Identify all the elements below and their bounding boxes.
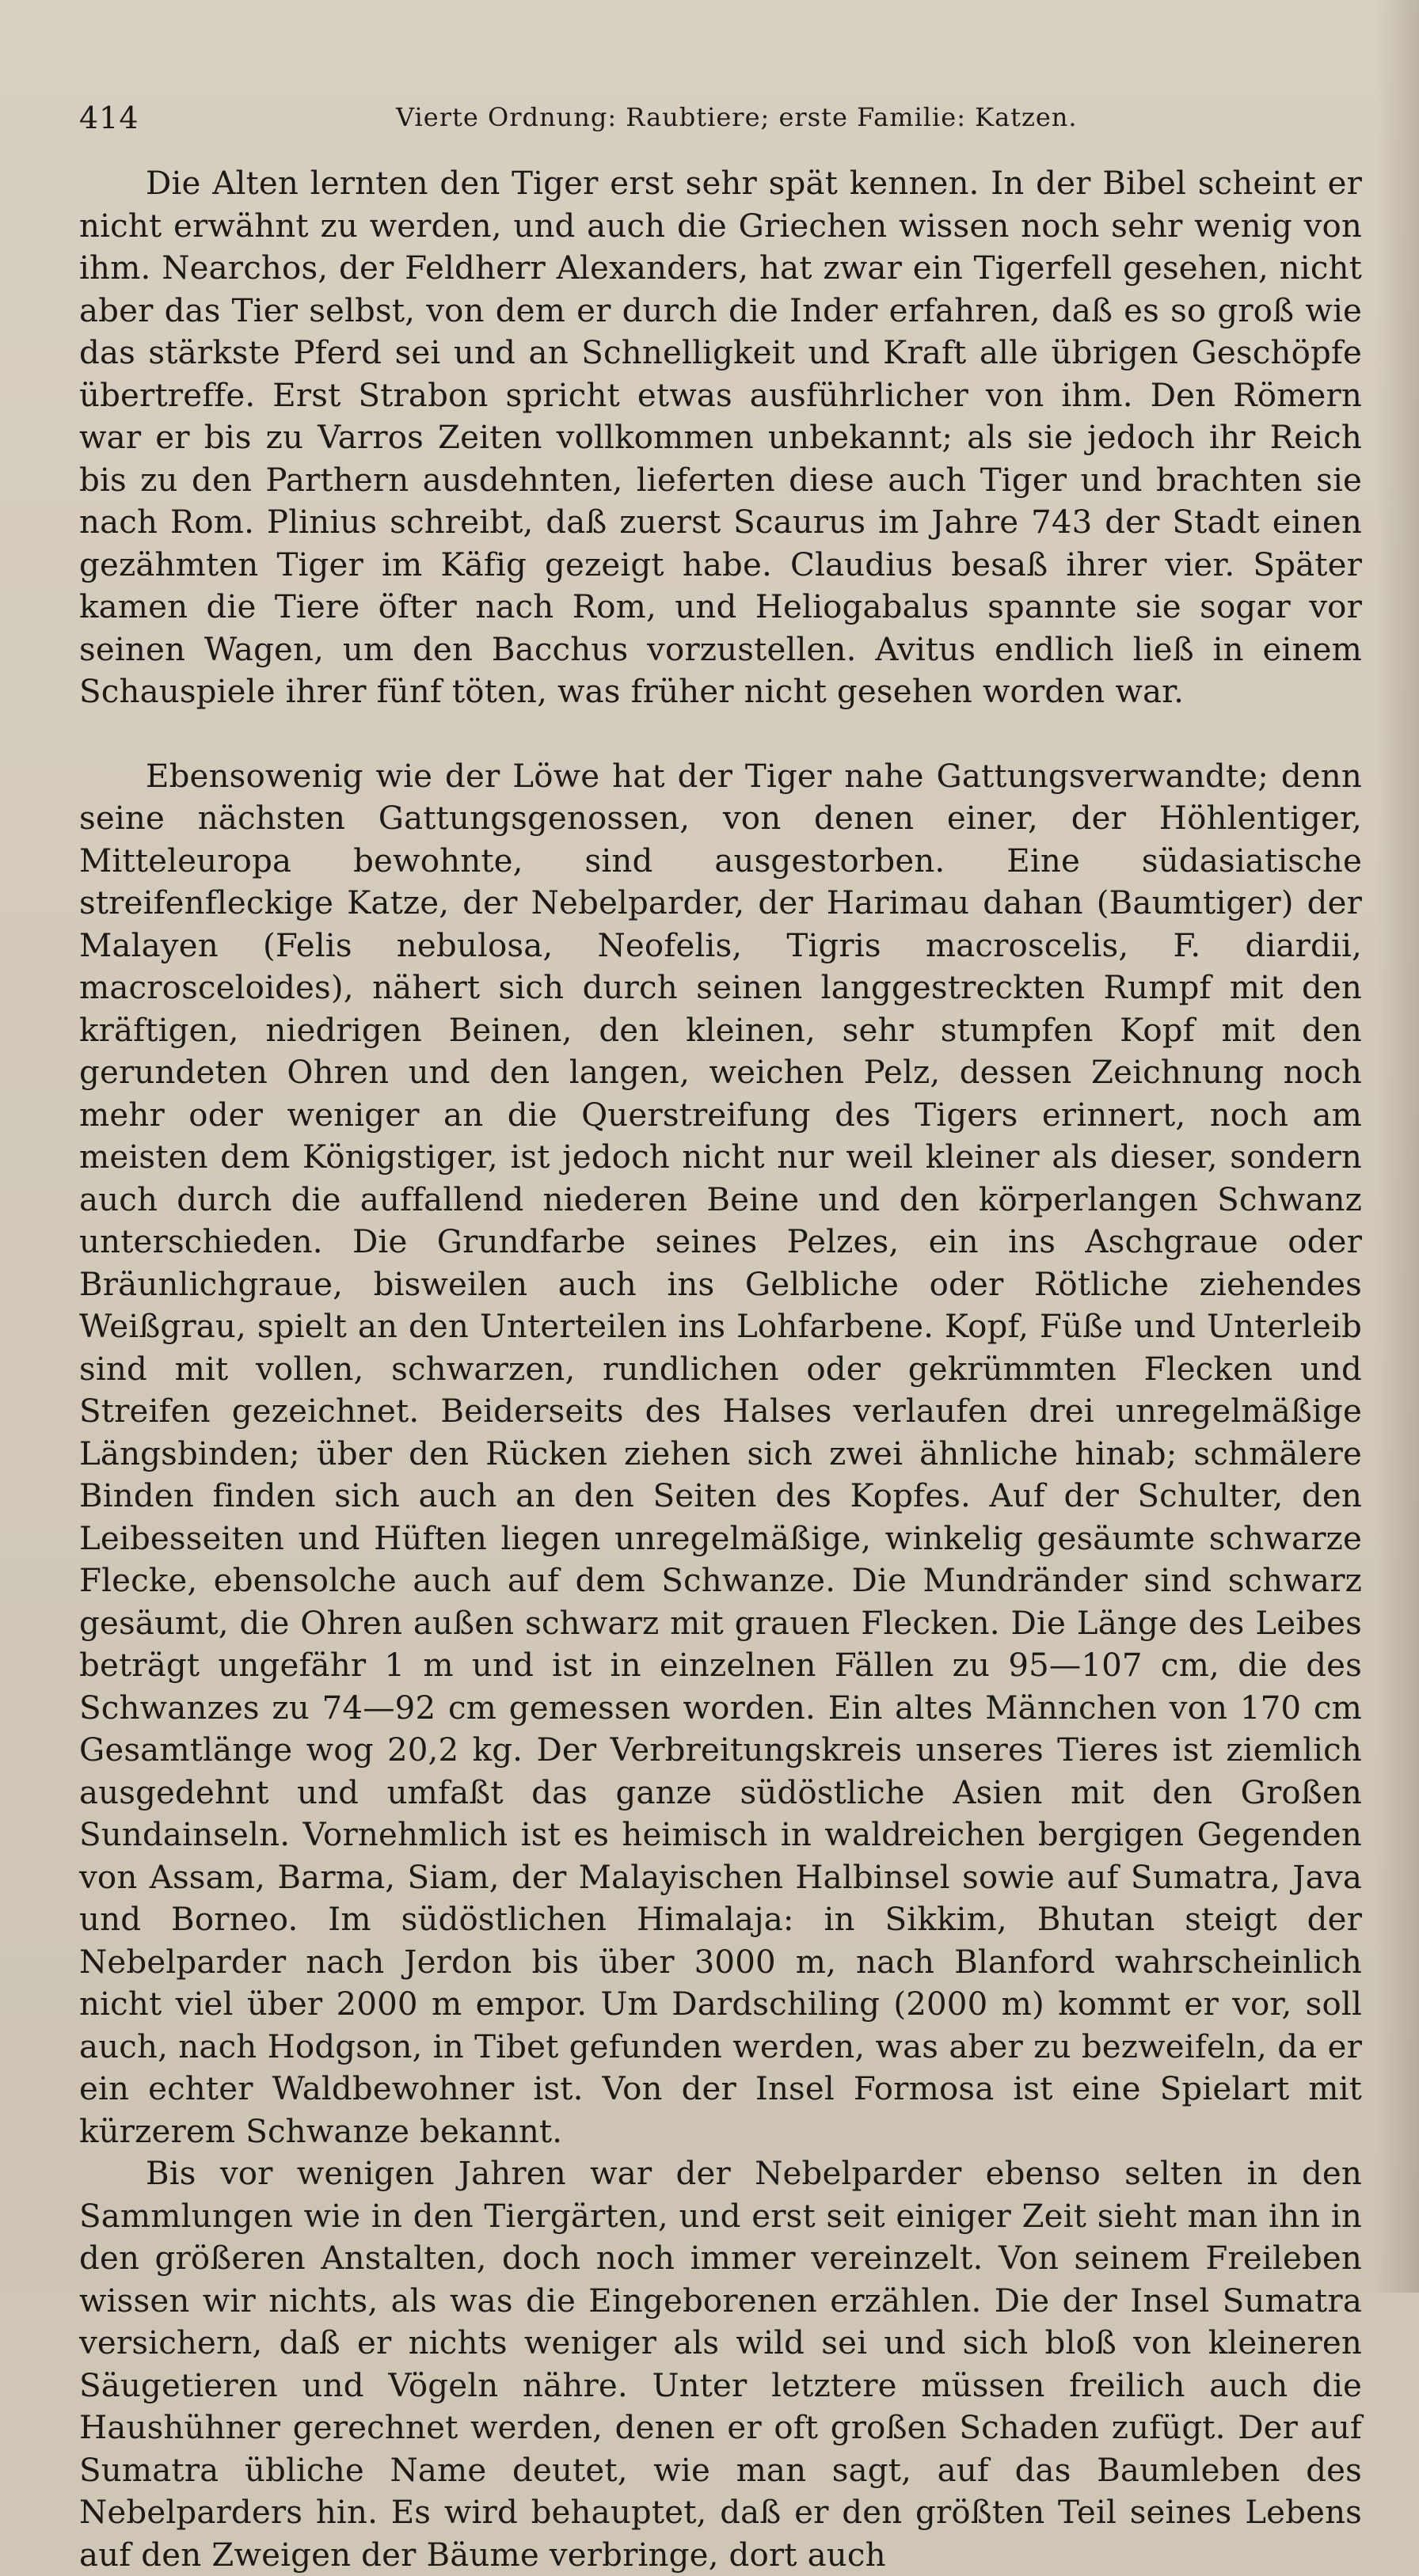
- running-head: Vierte Ordnung: Raubtiere; erste Familie: Katzen.: [396, 102, 1078, 132]
- paragraph-gap: [79, 713, 1362, 755]
- body-text: [79, 162, 1362, 2574]
- paragraph-clouded-leopard-habits: Bis vor wenigen Jahren war der Nebelparder ebenso selten in den Sammlungen wie in den Tiergärten, und erst seit einiger Zeit sieht man ihn in den größeren Anstalten, doch noch immer vereinzelt. Von seinem Freileben wissen wir nichts, als was die Eingeborenen erzählen. Die der Insel Sumatra versichern, daß er nichts weniger als wild sei und sich bloß von kleineren Säugetieren und Vögeln nähre. Unter letztere müssen freilich auch die Haushühner gerechnet werden, denen er oft großen Schaden zufügt. Der auf Sumatra übliche Name deutet, wie man sagt, auf das Baumleben des Nebelparders hin. Es wird behauptet, daß er den größten Teil seines Lebens auf den Zweigen der Bäume verbringe, dort auch: [79, 2155, 1362, 2574]
- page-header: [79, 90, 1362, 138]
- paragraph-ancient-knowledge: Die Alten lernten den Tiger erst sehr spät kennen. In der Bibel scheint er nicht erwähnt zu werden, und auch die Griechen wissen noch sehr wenig von ihm. Nearchos, der Feldherr Alexanders, hat zwar ein Tigerfell gesehen, nicht aber das Tier selbst, von dem er durch die Inder erfahren, daß es so groß wie das stärkste Pferd sei und an Schnelligkeit und Kraft alle übrigen Geschöpfe übertreffe. Erst Strabon spricht etwas ausführlicher von ihm. Den Römern war er bis zu Varros Zeiten vollkommen unbekannt; als sie jedoch ihr Reich bis zu den Parthern ausdehnten, lieferten diese auch Tiger und brachten sie nach Rom. Plinius schreibt, daß zuerst Scaurus im Jahre 743 der Stadt einen gezähmten Tiger im Käfig gezeigt habe. Claudius besaß ihrer vier. Später kamen die Tiere öfter nach Rom, und Heliogabalus spannte sie sogar vor seinen Wagen, um den Bacchus vorzustellen. Avitus endlich ließ in einem Schauspiele ihrer fünf töten, was früher nicht gesehen worden war.: [79, 165, 1362, 710]
- page-number: 414: [79, 101, 139, 135]
- paragraph-clouded-leopard-description: Ebensowenig wie der Löwe hat der Tiger nahe Gattungsverwandte; denn seine nächsten Gattungsgenossen, von denen einer, der Höhlentiger, Mitteleuropa bewohnte, sind ausgestorben. Eine südasiatische streifenfleckige Katze, der Nebelparder, der Harimau dahan (Baumtiger) der Malayen (Felis nebulosa, Neofelis, Tigris macroscelis, F. diardii, macrosceloides), nähert sich durch seinen langgestreckten Rumpf mit den kräftigen, niedrigen Beinen, den kleinen, sehr stumpfen Kopf mit den gerundeten Ohren und den langen, weichen Pelz, dessen Zeichnung noch mehr oder weniger an die Querstreifung des Tigers erinnert, noch am meisten dem Königstiger, ist jedoch nicht nur weil kleiner als dieser, sondern auch durch die auffallend niederen Beine und den körperlangen Schwanz unterschieden. Die Grundfarbe seines Pelzes, ein ins Aschgraue oder Bräunlichgraue, bisweilen auch ins Gelbliche oder Rötliche ziehendes Weißgrau, spielt an den Unterteilen ins Lohfarbene. Kopf, Füße und Unterleib sind mit vollen, schwarzen, rundlichen oder gekrümmten Flecken und Streifen gezeichnet. Beiderseits des Halses verlaufen drei unregelmäßige Längsbinden; über den Rücken ziehen sich zwei ähnliche hinab; schmälere Binden finden sich auch an den Seiten des Kopfes. Auf der Schulter, den Leibesseiten und Hüften liegen unregelmäßige, winkelig gesäumte schwarze Flecke, ebensolche auch auf dem Schwanze. Die Mundränder sind schwarz gesäumt, die Ohren außen schwarz mit grauen Flecken. Die Länge des Leibes beträgt ungefähr 1 m und ist in einzelnen Fällen zu 95—107 cm, die des Schwanzes zu 74—92 cm gemessen worden. Ein altes Männchen von 170 cm Gesamtlänge wog 20,2 kg. Der Verbreitungskreis unseres Tieres ist ziemlich ausgedehnt und umfaßt das ganze südöstliche Asien mit den Großen Sundainseln. Vornehmlich ist es heimisch in waldreichen bergigen Gegenden von Assam, Barma, Siam, der Malayischen Halbinsel sowie auf Sumatra, Java und Borneo. Im südöstlichen Himalaja: in Sikkim, Bhutan steigt der Nebelparder nach Jerdon bis über 3000 m, nach Blanford wahrscheinlich nicht viel über 2000 m empor. Um Dardschiling (2000 m) kommt er vor, soll auch, nach Hodgson, in Tibet gefunden werden, was aber zu bezweifeln, da er ein echter Waldbewohner ist. Von der Insel Formosa ist eine Spielart mit kürzerem Schwanze bekannt.: [79, 757, 1362, 2150]
